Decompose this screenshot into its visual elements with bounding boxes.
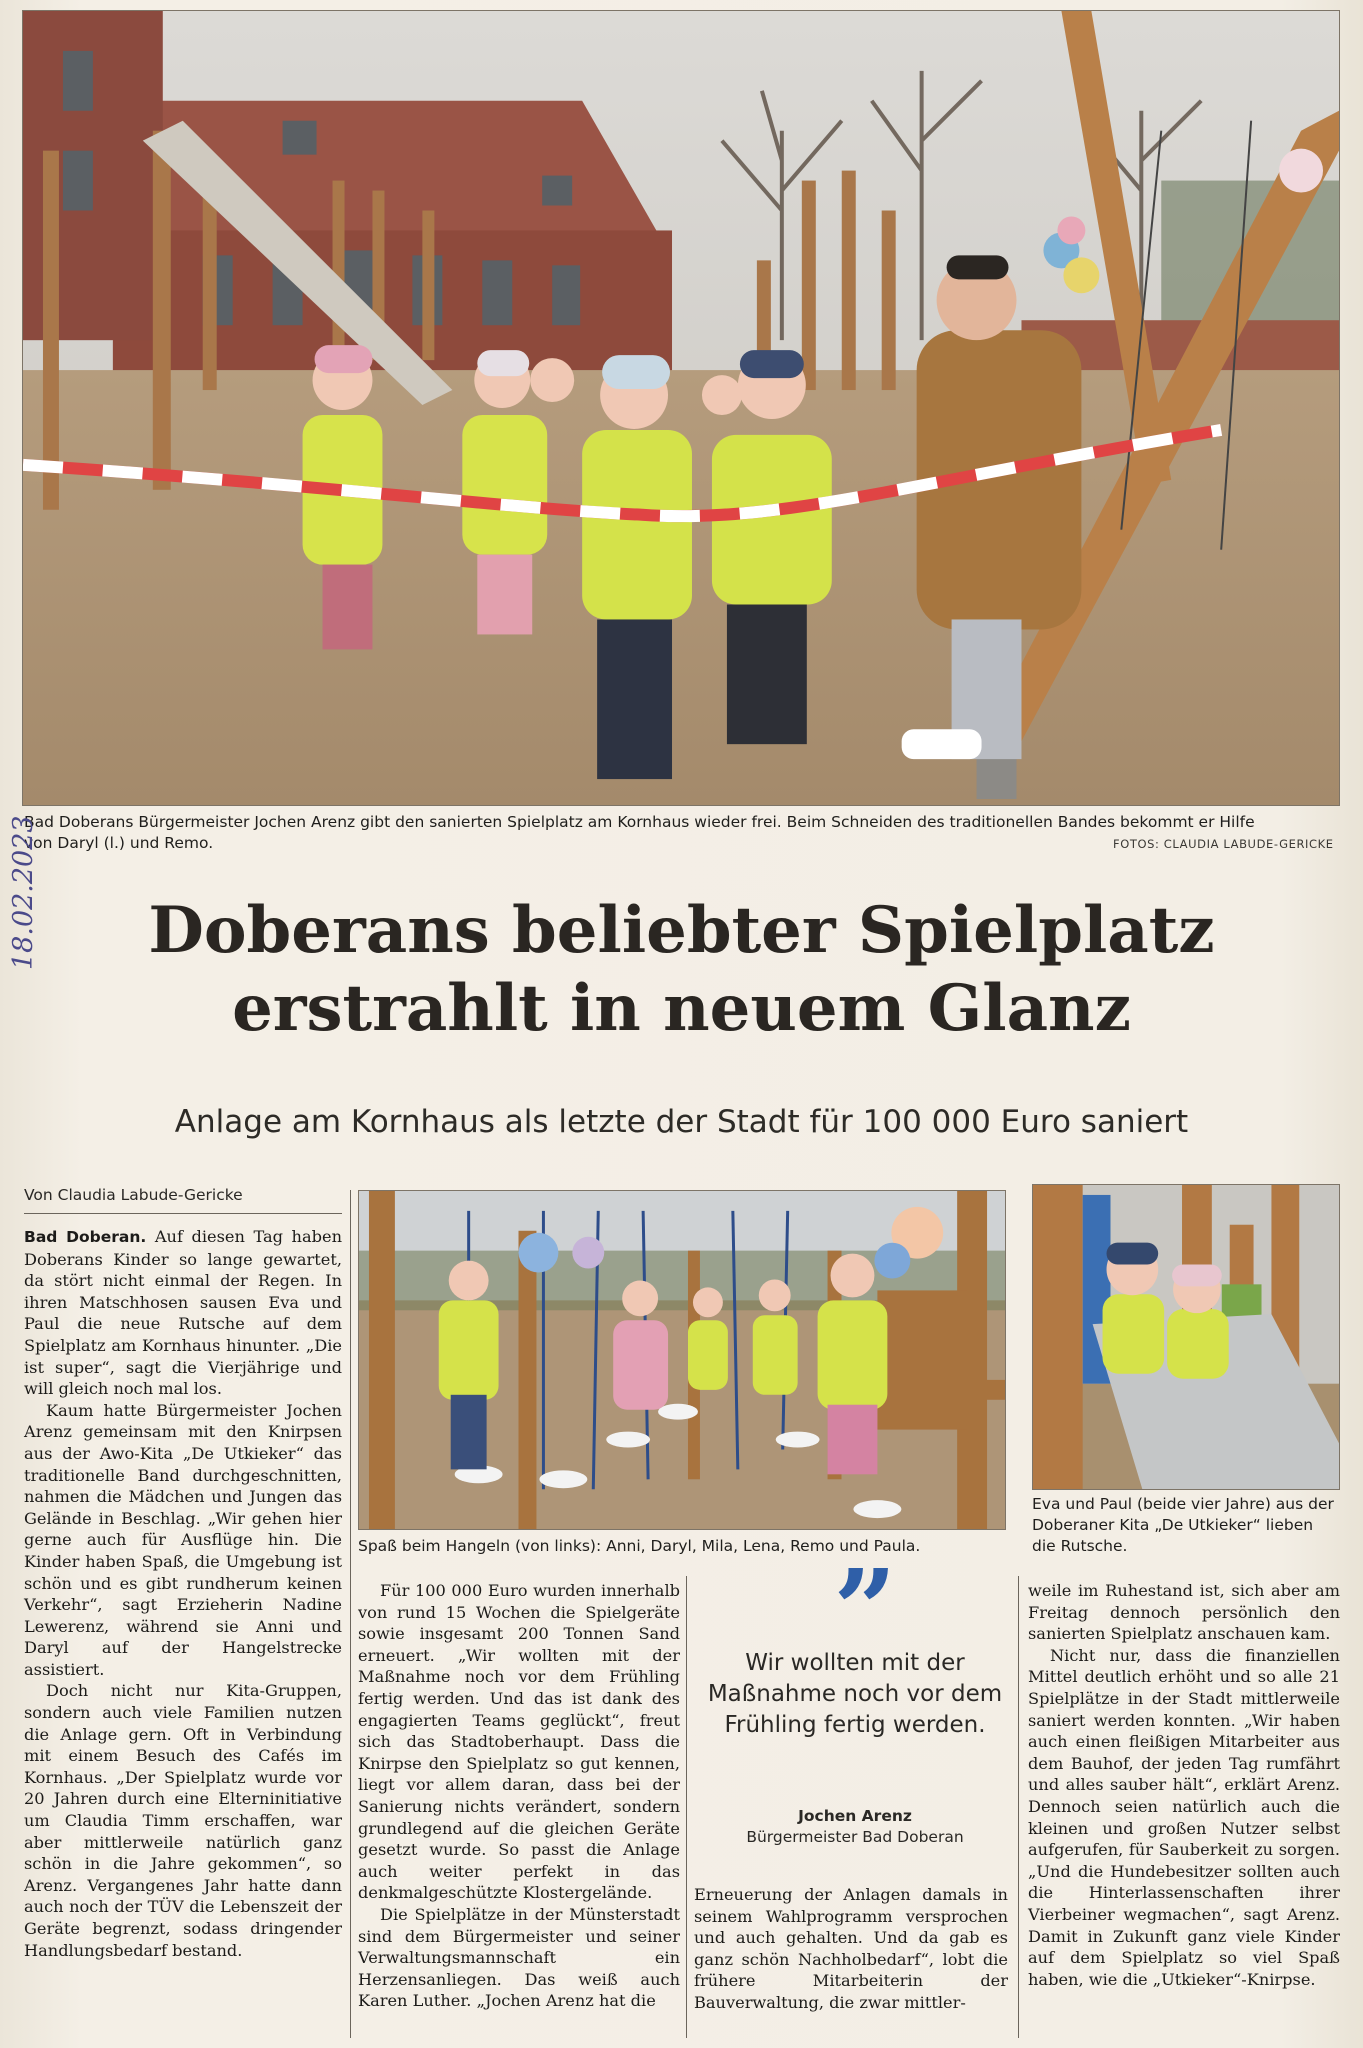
article-paragraph: Doch nicht nur Kita-Gruppen, sondern auch viele Familien nutzen die Anlage gern. Oft in Verbindung mit einem Besuch des Cafés im Kornhaus. „Der Spielplatz wurde vor 20 Jahren durch eine Elterninitiative um Claudia Timm erschaffen, war aber mittlerweile natürlich ganz schön in die Jahre gekommen“, so Arenz. Vergangenes Jahr hatte dann auch noch der TÜV die Lebenszeit der Geräte begrenzt, sodass dringender Handlungsbedarf bestand. bbox=[24, 1681, 342, 1960]
article-column-1 bbox=[24, 1226, 342, 1961]
article-column-4 bbox=[1028, 1580, 1340, 1990]
main-caption-line2: von Daryl (l.) und Remo. bbox=[24, 834, 214, 852]
paragraph-text: Auf diesen Tag haben Doberans Kinder so lange gewartet, da stört nicht einmal der Regen. In ihren Matschhosen sausen Eva und Paul die neue Rutsche auf dem Spielplatz am Kornhaus hinunter. „Die ist super“, sagt die Vierjährige und will gleich noch mal los. bbox=[24, 1227, 342, 1399]
hangeln-photo bbox=[358, 1190, 1006, 1530]
column-divider bbox=[1018, 1576, 1019, 2038]
article-paragraph: Die Spielplätze in der Münsterstadt sind dem Bürgermeister und seiner Verwaltungsmannschaft ein Herzensanliegen. Das weiß auch Karen Luther. „Jochen Arenz hat die bbox=[358, 1904, 680, 2011]
hangeln-photo-image bbox=[359, 1191, 1005, 1529]
main-photo-image bbox=[23, 11, 1339, 805]
dateline: Bad Doberan. bbox=[24, 1228, 147, 1246]
column-divider bbox=[350, 1190, 351, 2038]
photo-credit: FOTOS: CLAUDIA LABUDE-GERICKE bbox=[1113, 837, 1334, 851]
headline-line2: erstrahlt in neuem Glanz bbox=[232, 971, 1131, 1046]
rutsche-photo bbox=[1032, 1184, 1340, 1490]
handwritten-date: 18.02.2023 bbox=[8, 815, 39, 970]
quote-author-name: Jochen Arenz bbox=[798, 1807, 912, 1825]
quote-mark-icon: ” bbox=[833, 1545, 897, 1674]
article-paragraph: Nicht nur, dass die finanziellen Mittel deutlich erhöht und so alle 21 Spielplätze in der Stadt mittlerweile saniert werden konnten. „Wir haben auch einen fleißigen Mitarbeiter aus dem Bauhof, der jeden Tag rumfährt und alles sauber hält“, erklärt Arenz. Dennoch seien natürlich auch die kleinen und großen Nutzer selbst aufgerufen, für Sauberkeit zu sorgen. „Und die Hundebesitzer sollten auch die Hinterlassenschaften ihrer Vierbeiner wegmachen“, sagt Arenz. Damit in Zukunft ganz viele Kinder auf dem Spielplatz so viel Spaß haben, wie die „Utkieker“-Knirpse. bbox=[1028, 1645, 1340, 1989]
headline bbox=[0, 892, 1363, 1048]
hangeln-caption: Spaß beim Hangeln (von links): Anni, Daryl, Mila, Lena, Remo und Paula. bbox=[358, 1537, 921, 1555]
article-paragraph: Für 100 000 Euro wurden innerhalb von rund 15 Wochen die Spielgeräte sowie insgesamt 200 Tonnen Sand erneuert. „Wir wollten mit der Maßnahme noch vor dem Frühling fertig werden. Und das ist dank des engagierten Teams geglückt“, freut sich das Stadtoberhaupt. Dass die Knirpse den Spielplatz so gut kennen, liegt vor allem daran, dass bei der Sanierung nichts verändert, sondern grundlegend auf die gleichen Geräte gesetzt wurde. So passt die Anlage auch weiter perfekt in das denkmalgeschützte Klostergelände. bbox=[358, 1581, 680, 1903]
article-paragraph bbox=[24, 1226, 342, 1400]
quote-attribution bbox=[690, 1806, 1020, 1848]
subheadline: Anlage am Kornhaus als letzte der Stadt für 100 000 Euro saniert bbox=[174, 1104, 1189, 1140]
column-divider bbox=[686, 1576, 687, 2038]
article-paragraph: Kaum hatte Bürgermeister Jochen Arenz gemeinsam mit den Knirpsen aus der Awo-Kita „De Utkieker“ das traditionelle Band durchgeschnitten, nahmen die Mädchen und Jungen das Gelände in Beschlag. „Wir gehen hier gerne auch für Ausflüge hin. Die Kinder haben Spaß, die Umgebung ist schön und es gibt rundherum keinen Verkehr“, sagt Erzieherin Nadine Lewerenz, während sie Anni und Daryl auf der Hangelstrecke assistiert. bbox=[24, 1400, 342, 1679]
article-paragraph: weile im Ruhestand ist, sich aber am Freitag dennoch persönlich den sanierten Spielplatz anschauen kam. bbox=[1028, 1581, 1340, 1644]
quote-author-role: Bürgermeister Bad Doberan bbox=[746, 1828, 964, 1846]
main-caption-line1: Bad Doberans Bürgermeister Jochen Arenz gibt den sanierten Spielplatz am Kornhaus wieder frei. Beim Schneiden des traditionellen Bandes bekommt er Hilfe bbox=[24, 813, 1255, 831]
byline-rule bbox=[24, 1213, 342, 1214]
article-column-2 bbox=[358, 1580, 680, 2012]
main-photo bbox=[22, 10, 1340, 806]
rutsche-photo-image bbox=[1033, 1185, 1339, 1489]
byline: Von Claudia Labude-Gericke bbox=[24, 1186, 243, 1204]
pull-quote: Wir wollten mit der Maßnahme noch vor dem Frühling fertig werden. bbox=[707, 1650, 1003, 1738]
headline-line1: Doberans beliebter Spielplatz bbox=[148, 893, 1215, 968]
article-paragraph: Erneuerung der Anlagen damals in seinem Wahlprogramm versprochen und auch gehalten. Und da gab es ganz schön Nachholbedarf“, lobt die frühere Mitarbeiterin der Bauverwaltung, die zwar mittler- bbox=[694, 1885, 1008, 2012]
article-column-3 bbox=[694, 1884, 1008, 2014]
rutsche-caption: Eva und Paul (beide vier Jahre) aus der Doberaner Kita „De Utkieker“ lieben die Rutsche. bbox=[1032, 1495, 1334, 1555]
